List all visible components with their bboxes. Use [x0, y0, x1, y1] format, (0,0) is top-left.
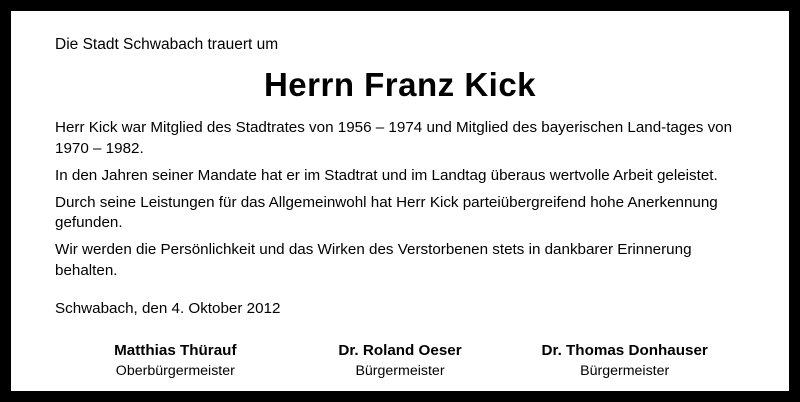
deceased-name: Herrn Franz Kick — [263, 66, 537, 104]
body-paragraph-4: Wir werden die Persönlichkeit und das Wirken des Verstorbenen stets in dankbarer Erinnerung behalten. — [55, 241, 692, 279]
body-paragraph-2: In den Jahren seiner Mandate hat er im Stadtrat und im Landtag überaus wertvolle Arbeit geleistet. — [55, 166, 718, 184]
body-paragraph-1: Herr Kick war Mitglied des Stadtrates von 1956 – 1974 und Mitglied des bayerischen Land-tages von 1970 – 1982. — [55, 119, 733, 157]
signatory-name: Dr. Roland Oeser — [338, 341, 462, 359]
signatory-name: Dr. Thomas Donhauser — [541, 341, 708, 359]
signatory — [288, 341, 513, 383]
obituary-content — [11, 11, 789, 391]
signatory-role: Oberbürgermeister — [115, 363, 235, 380]
place-and-date: Schwabach, den 4. Oktober 2012 — [55, 299, 281, 317]
body-text — [55, 118, 745, 281]
intro-line: Die Stadt Schwabach trauert um — [55, 36, 279, 53]
signatory-role: Bürgermeister — [355, 363, 445, 380]
signatory-list — [63, 341, 737, 383]
signatory — [512, 341, 737, 383]
signatory-name: Matthias Thürauf — [114, 341, 237, 359]
signatory — [63, 341, 288, 383]
body-paragraph-3: Durch seine Leistungen für das Allgemeinwohl hat Herr Kick parteiübergreifend hohe Anerkennung gefunden. — [55, 194, 718, 232]
signatory-role: Bürgermeister — [580, 363, 670, 380]
